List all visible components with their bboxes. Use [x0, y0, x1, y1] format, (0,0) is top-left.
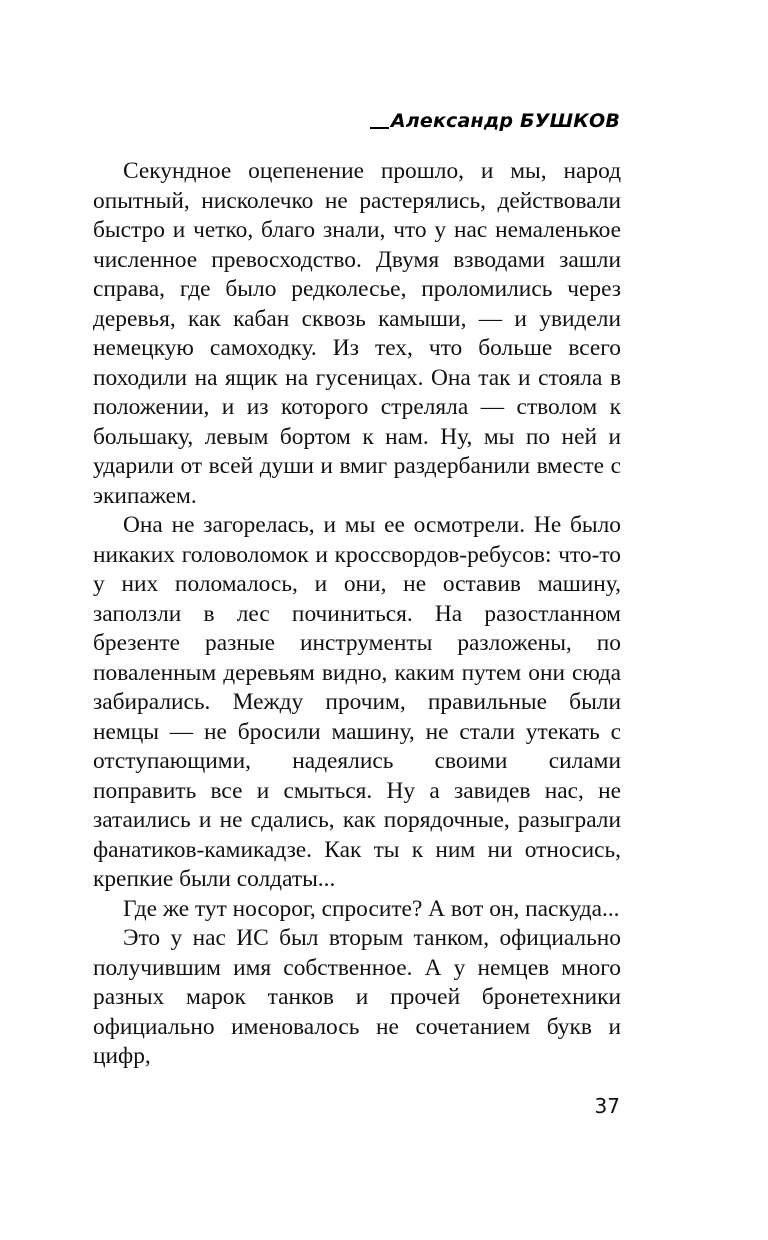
- author-name: Александр БУШКОВ: [390, 110, 620, 132]
- running-head: [370, 103, 620, 139]
- paragraph: Где же тут носорог, спросите? А вот он, паскуда...: [123, 895, 620, 922]
- paragraph: Секундное оцепенение прошло, и мы, народ опытный, нисколечко не растерялись, действовали быстро и четко, благо знали, что у нас немаленькое численное превосходство. Двумя взводами зашли справа, где было редколесье, проломились через деревья, как кабан сквозь камыши, — и увидели немецкую самоходку. Из тех, что больше всего походили на ящик на гусеницах. Она так и стояла в положении, и из которого стреляла — стволом к большаку, левым бортом к нам. Ну, мы по ней и ударили от всей души и вмиг раздербанили вместе с экипажем.: [93, 158, 621, 509]
- header-rule: [370, 127, 389, 129]
- paragraph: Она не загорелась, и мы ее осмотрели. Не было никаких головоломок и кроссвордов-ребусов: что-то у них поломалось, и они, не оставив машину, заползли в лес починиться. На разостланном брезенте разные инструменты разложены, по поваленным деревьям видно, каким путем они сюда забирались. Между прочим, правильные были немцы — не бросили машину, не стали утекать с отступающими, надеялись своими силами поправить все и смыться. Ну а завидев нас, не затаились и не сдались, как порядочные, разыграли фанатиков-камикадзе. Как ты к ним ни относись, крепкие были солдаты...: [93, 512, 621, 892]
- paragraph: Это у нас ИС был вторым танком, официально получившим имя собственное. А у немцев много разных марок танков и прочей бронетехники официально именовалось не сочетанием букв и цифр,: [93, 925, 621, 1069]
- page-number: 37: [594, 1094, 620, 1118]
- body-text: [93, 157, 621, 1072]
